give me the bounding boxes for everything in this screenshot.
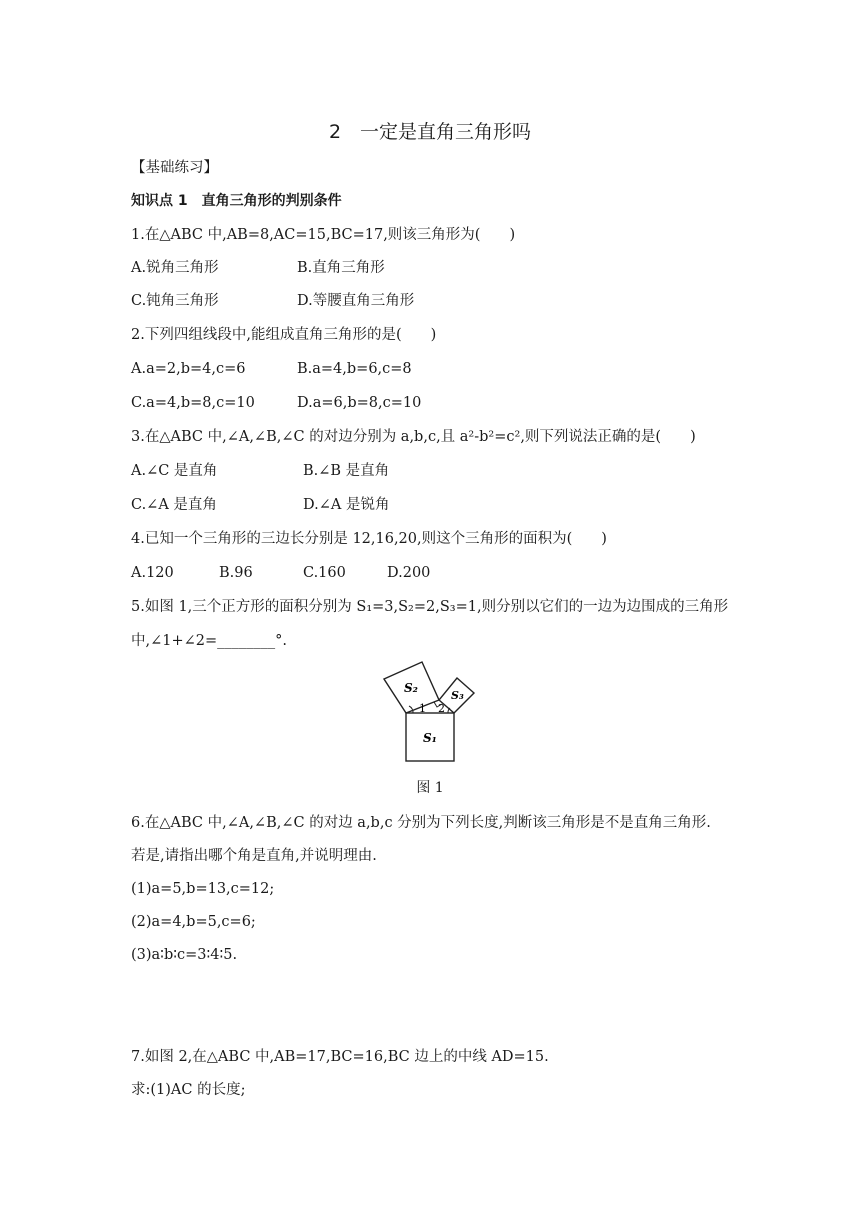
question-3-stem: 3.在△ABC 中,∠A,∠B,∠C 的对边分别为 a,b,c,且 a²-b²=c²,则下列说法正确的是( ) (131, 429, 696, 445)
question-4-option-d: D.200 (387, 565, 431, 581)
question-7-line-2: 求:(1)AC 的长度; (131, 1082, 246, 1098)
question-2-option-c: C.a=4,b=8,c=10 (131, 395, 255, 411)
label-angle-1: 1 (419, 702, 426, 715)
question-1-stem: 1.在△ABC 中,AB=8,AC=15,BC=17,则该三角形为( ) (131, 227, 516, 243)
figure-1-three-squares (380, 660, 480, 768)
question-6-part-1: (1)a=5,b=13,c=12; (131, 881, 275, 897)
question-4-stem: 4.已知一个三角形的三边长分别是 12,16,20,则这个三角形的面积为( ) (131, 531, 607, 547)
question-1-option-b: B.直角三角形 (297, 260, 385, 276)
section-heading: 【基础练习】 (131, 160, 218, 176)
label-angle-2: 2 (438, 702, 445, 715)
label-s1: S₁ (423, 731, 437, 745)
question-3-option-b: B.∠B 是直角 (303, 463, 390, 479)
question-3-option-c: C.∠A 是直角 (131, 497, 217, 513)
question-3-option-d: D.∠A 是锐角 (303, 497, 390, 513)
question-2-option-d: D.a=6,b=8,c=10 (297, 395, 422, 411)
knowledge-point-heading: 知识点 1 直角三角形的判别条件 (131, 193, 342, 209)
question-6-line-1: 6.在△ABC 中,∠A,∠B,∠C 的对边 a,b,c 分别为下列长度,判断该三角形是不是直角三角形. (131, 815, 711, 831)
question-7-line-1: 7.如图 2,在△ABC 中,AB=17,BC=16,BC 边上的中线 AD=15. (131, 1049, 549, 1065)
question-4-option-c: C.160 (303, 565, 346, 581)
question-1-option-d: D.等腰直角三角形 (297, 293, 415, 309)
question-6-part-3: (3)a∶b∶c=3∶4∶5. (131, 947, 238, 963)
question-4-option-a: A.120 (131, 565, 174, 581)
figure-1-caption: 图 1 (416, 780, 444, 796)
question-2-stem: 2.下列四组线段中,能组成直角三角形的是( ) (131, 327, 437, 343)
question-1-option-a: A.锐角三角形 (131, 260, 219, 276)
question-5-line-1: 5.如图 1,三个正方形的面积分别为 S₁=3,S₂=2,S₃=1,则分别以它们的一边为边围成的三角形 (131, 599, 729, 615)
question-3-option-a: A.∠C 是直角 (131, 463, 218, 479)
question-6-line-2: 若是,请指出哪个角是直角,并说明理由. (131, 848, 377, 864)
question-2-option-a: A.a=2,b=4,c=6 (131, 361, 246, 377)
page-title: 2 一定是直角三角形吗 (328, 121, 532, 143)
question-5-line-2: 中,∠1+∠2=________°. (131, 633, 288, 649)
question-1-option-c: C.钝角三角形 (131, 293, 219, 309)
question-6-part-2: (2)a=4,b=5,c=6; (131, 914, 256, 930)
label-s3: S₃ (451, 689, 464, 702)
label-s2: S₂ (404, 681, 418, 695)
question-4-option-b: B.96 (219, 565, 253, 581)
question-2-option-b: B.a=4,b=6,c=8 (297, 361, 412, 377)
